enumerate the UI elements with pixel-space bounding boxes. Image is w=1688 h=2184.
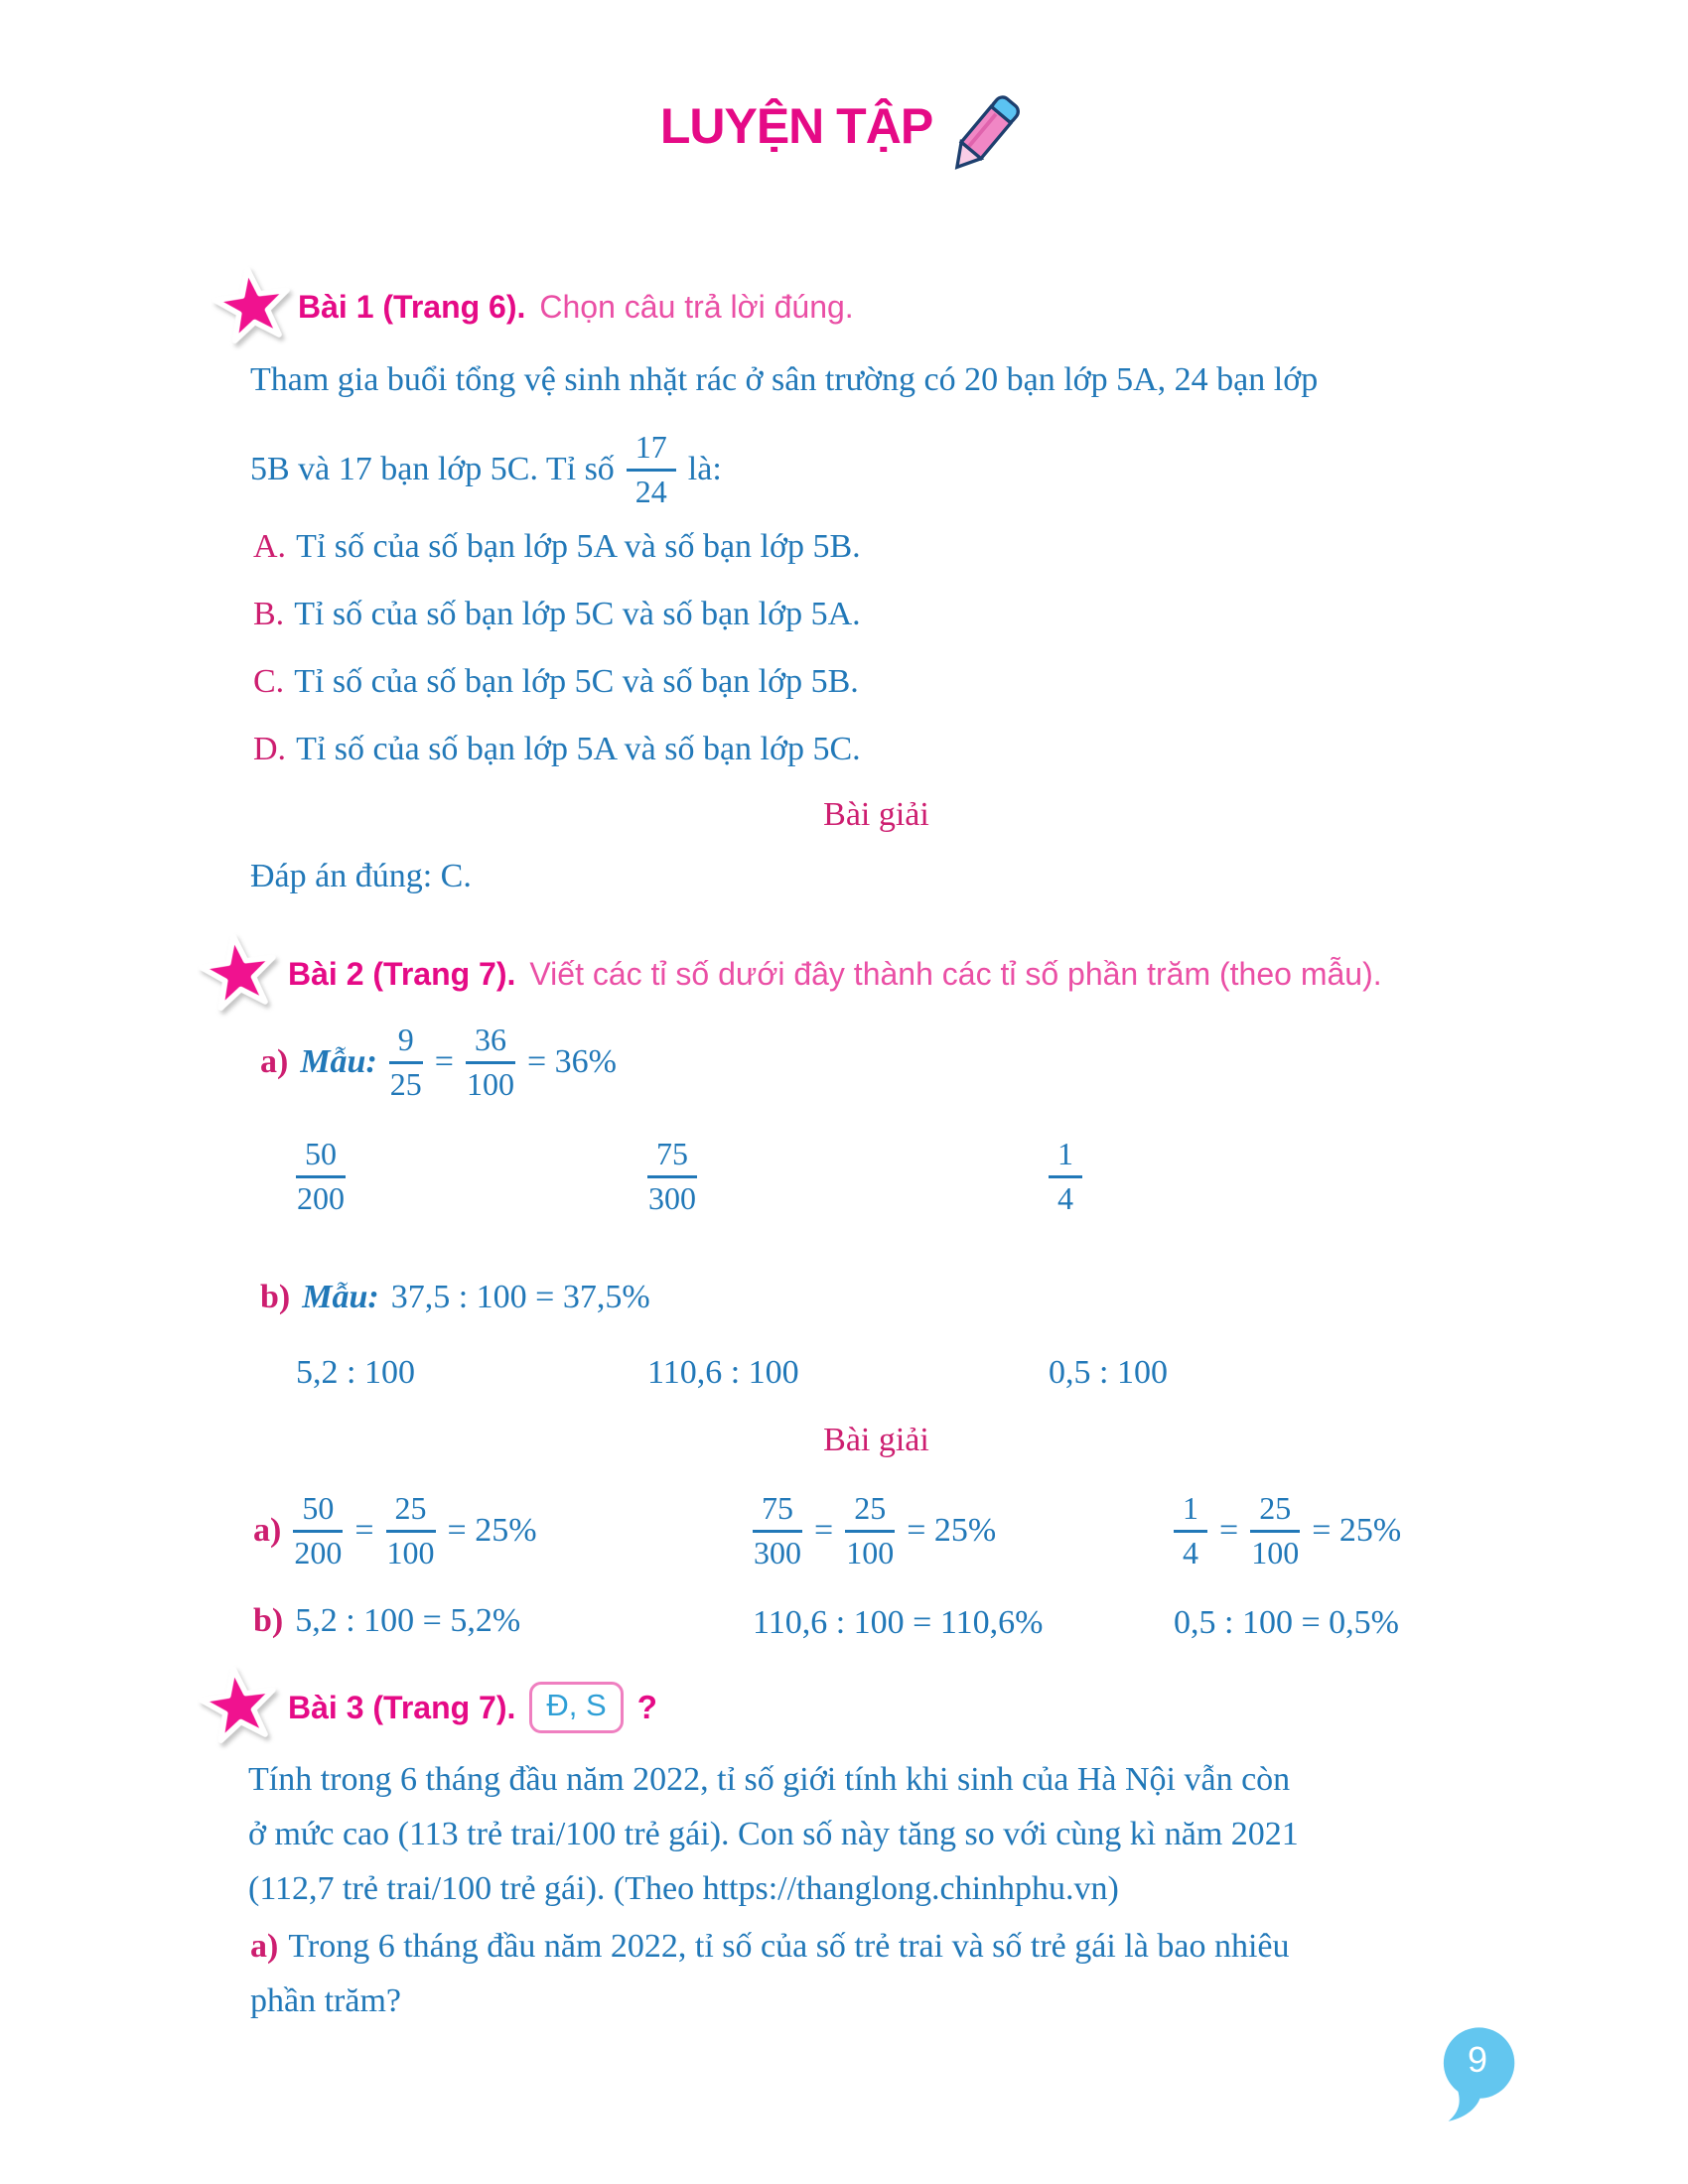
page-number-badge (1438, 2025, 1517, 2124)
exercise-3-text-line2: ở mức cao (113 trẻ trai/100 trẻ gái). Con số này tăng so với cùng kì năm 2021 (248, 1816, 1299, 1852)
fraction-25-100: $\frac{25}{100}$ (1251, 1489, 1300, 1570)
star-icon (212, 264, 292, 343)
part-a-label: a) (253, 1512, 282, 1549)
fraction-75-300: $\frac{75}{300}$ (754, 1489, 801, 1570)
example-b-text: 37,5 : 100 = 37,5% (390, 1279, 650, 1315)
fraction-25-100: $\frac{25}{100}$ (386, 1489, 435, 1570)
solution-heading-2: Bài giải (823, 1422, 929, 1458)
exercise-3-heading (288, 1682, 657, 1733)
option-d (253, 729, 861, 771)
answer-line: Đáp án đúng: C. (250, 858, 472, 894)
exercise-1-label: Bài 1 (Trang 6). (298, 289, 526, 325)
example-b-equation (260, 1279, 650, 1316)
exercise-3-part-a (250, 1926, 1289, 1969)
given-ratio-1: 5,2 : 100 (296, 1354, 415, 1391)
solution-b-equation-1 (253, 1602, 520, 1640)
question-mark: ? (636, 1689, 657, 1726)
solution-b-equation-3: 0,5 : 100 = 0,5% (1174, 1604, 1399, 1641)
exercise-1-heading (298, 288, 854, 326)
exercise-3-text-line3: (112,7 trẻ trai/100 trẻ gái). (Theo https://thanglong.chinhphu.vn) (248, 1870, 1119, 1907)
part-b-label: b) (260, 1279, 291, 1315)
line2-post: là: (687, 450, 722, 487)
given-fraction-1-4: $\frac{1}{4}$ (1049, 1138, 1082, 1215)
fraction-17-24: $\frac{17}{24}$ (627, 431, 676, 508)
part-a-text-line2: phần trăm? (250, 1982, 401, 2019)
star-icon (199, 1664, 278, 1743)
option-a (253, 526, 861, 569)
solution-a-equation-2 (753, 1481, 996, 1580)
solution-heading-1: Bài giải (823, 796, 929, 833)
option-b-text: Tỉ số của số bạn lớp 5C và số bạn lớp 5A. (294, 596, 861, 632)
example-a-result: = 36% (526, 1043, 617, 1080)
option-d-text: Tỉ số của số bạn lớp 5A và số bạn lớp 5C. (296, 731, 861, 767)
equals-sign: = (354, 1512, 374, 1549)
option-c-letter: C. (253, 663, 285, 700)
exercise-1-text-line1: Tham gia buổi tổng vệ sinh nhặt rác ở sân trường có 20 bạn lớp 5A, 24 bạn lớp (250, 361, 1319, 398)
part-b-label: b) (253, 1602, 284, 1639)
part-a-label: a) (250, 1928, 279, 1965)
option-a-text: Tỉ số của số bạn lớp 5A và số bạn lớp 5B. (296, 528, 861, 565)
line2-pre: 5B và 17 bạn lớp 5C. Tỉ số (250, 450, 615, 487)
part-a-text-line1: Trong 6 tháng đầu năm 2022, tỉ số của số trẻ trai và số trẻ gái là bao nhiêu (288, 1928, 1290, 1965)
given-fraction-50-200: $\frac{50}{200}$ (297, 1136, 345, 1216)
example-a-equation (260, 1015, 617, 1110)
fraction-50-200: $\frac{50}{200}$ (294, 1489, 343, 1570)
option-d-letter: D. (253, 731, 287, 767)
fraction-25-100: $\frac{25}{100}$ (846, 1489, 895, 1570)
part-a-label: a) (260, 1043, 289, 1080)
solution-a-equation-1 (253, 1481, 537, 1580)
exercise-1-text-line2 (250, 415, 722, 524)
page-header (0, 99, 1688, 179)
pencil-icon (942, 99, 1028, 179)
exercise-1-prompt: Chọn câu trả lời đúng. (539, 289, 854, 325)
exercise-2-heading (288, 955, 1382, 993)
solution-result: = 25% (447, 1512, 537, 1549)
option-c (253, 661, 859, 704)
equals-sign: = (814, 1512, 834, 1549)
given-ratio-2: 110,6 : 100 (647, 1354, 799, 1391)
solution-result: = 25% (1312, 1512, 1402, 1549)
given-ratio-3: 0,5 : 100 (1049, 1354, 1168, 1391)
option-b (253, 594, 861, 636)
solution-result: = 25% (907, 1512, 997, 1549)
mau-label: Mẫu: (300, 1043, 377, 1080)
exercise-2-prompt: Viết các tỉ số dưới đây thành các tỉ số phần trăm (theo mẫu). (529, 956, 1382, 992)
exercise-2-label: Bài 2 (Trang 7). (288, 956, 516, 992)
option-c-text: Tỉ số của số bạn lớp 5C và số bạn lớp 5B. (294, 663, 859, 700)
page-number: 9 (1467, 2039, 1488, 2080)
dung-sai-box: Đ, S (529, 1682, 623, 1733)
star-icon (199, 931, 278, 1011)
exercise-3-text-line1: Tính trong 6 tháng đầu năm 2022, tỉ số giới tính khi sinh của Hà Nội vẫn còn (248, 1761, 1291, 1798)
solution-a-equation-3 (1174, 1481, 1401, 1580)
option-b-letter: B. (253, 596, 285, 632)
fraction-9-25: $\frac{9}{25}$ (389, 1021, 422, 1102)
page-title: LUYỆN TẬP (659, 98, 933, 154)
mau-label: Mẫu: (302, 1279, 379, 1315)
equals-sign: = (1219, 1512, 1239, 1549)
solution-b-equation-2: 110,6 : 100 = 110,6% (753, 1604, 1044, 1641)
option-a-letter: A. (253, 528, 287, 565)
solution-b-text-1: 5,2 : 100 = 5,2% (295, 1602, 521, 1639)
fraction-1-4: $\frac{1}{4}$ (1174, 1492, 1207, 1570)
given-fraction-75-300: $\frac{75}{300}$ (648, 1136, 696, 1216)
fraction-36-100: $\frac{36}{100}$ (466, 1021, 514, 1102)
exercise-3-label: Bài 3 (Trang 7). (288, 1689, 516, 1725)
equals-sign: = (434, 1043, 454, 1080)
